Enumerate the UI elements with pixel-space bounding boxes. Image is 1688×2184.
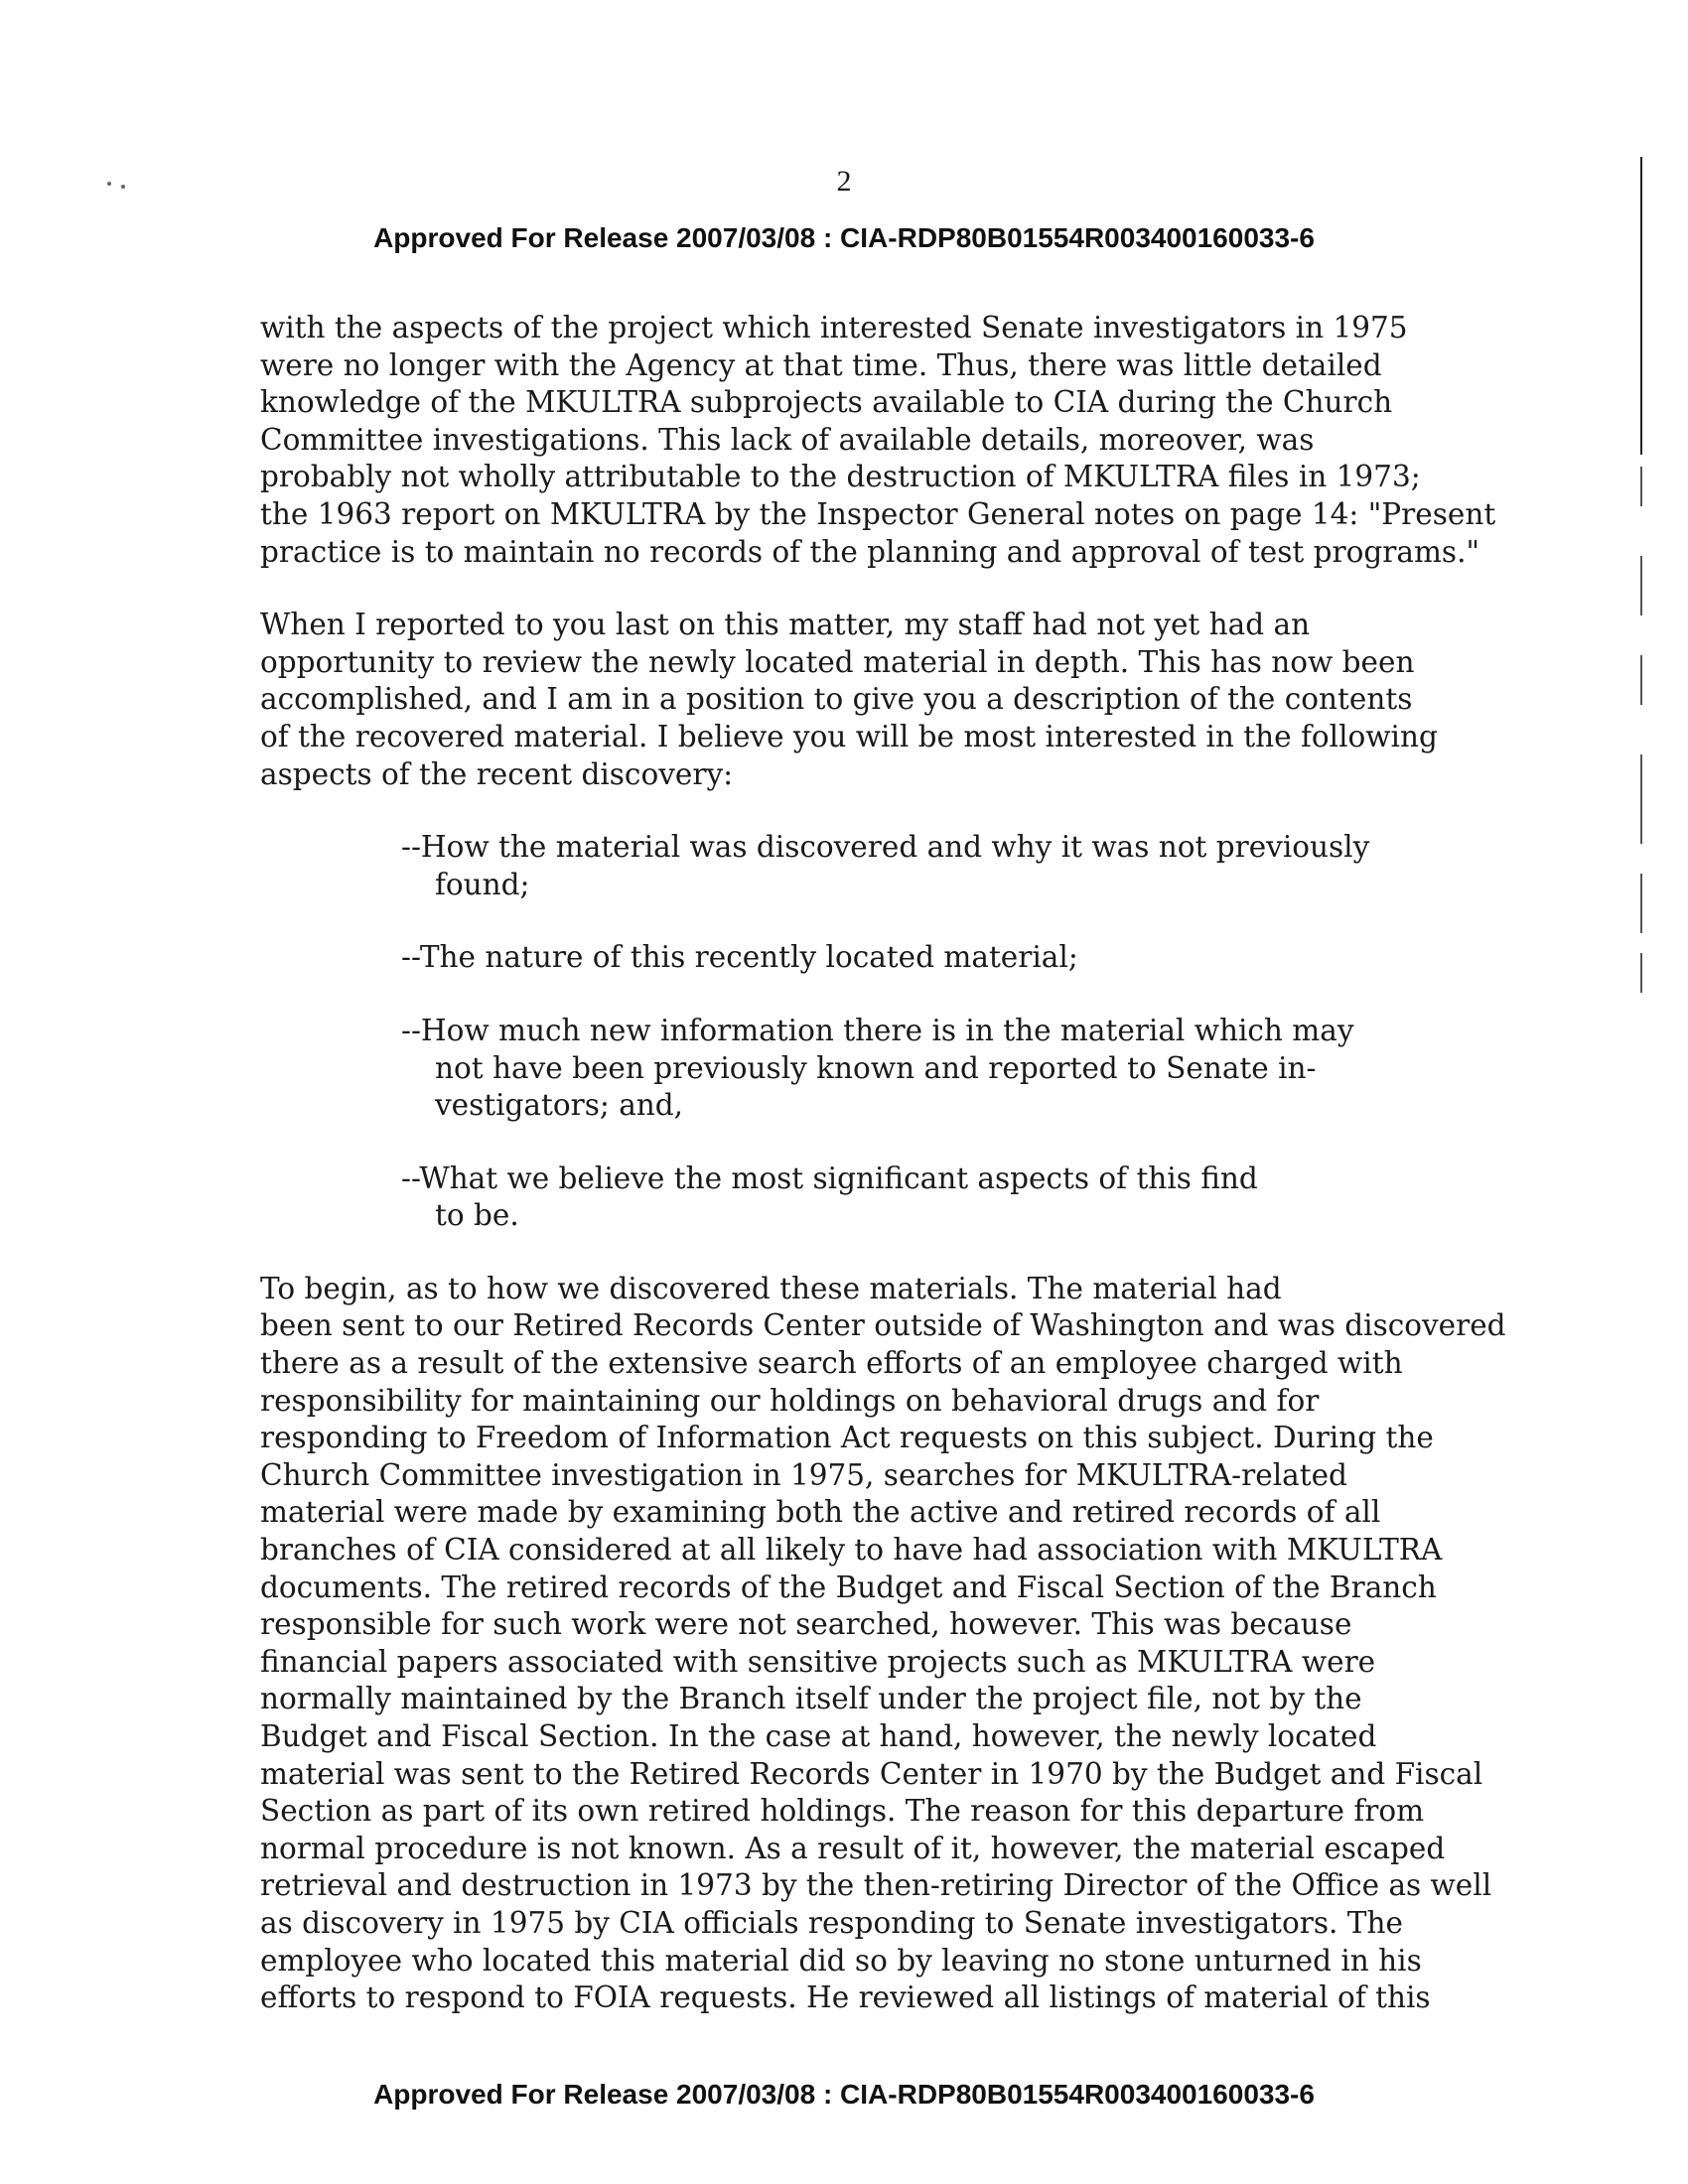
document-body [260, 310, 1581, 2017]
page-number: 2 [836, 165, 852, 198]
margin-mark [1640, 754, 1642, 844]
list-item: --The nature of this recently located material; [401, 940, 1078, 975]
margin-mark [1640, 874, 1642, 933]
list-item: --What we believe the most significant aspects of this find to be. [401, 1160, 1258, 1233]
margin-mark [1640, 556, 1642, 615]
margin-mark [1640, 953, 1642, 993]
list-item: --How much new information there is in the material which may not have been previously known and reported to Senate in- vestigators; and, [401, 1013, 1354, 1123]
list-item: --How the material was discovered and why it was not previously found; [401, 830, 1370, 901]
paragraph-discovery: To begin, as to how we discovered these materials. The material had been sent to our Retired Records Center outside of Washington and was discovered there as a result of the extensive search efforts of an employee charged with responsibility for maintaining our holdings on behavioral drugs and for responding to Freedom of Information Act requests on this subject. During the Church Committee investigation in 1975, searches for MKULTRA-related material were made by examining both the active and retired records of all branches of CIA considered at all likely to have had association with MKULTRA documents. The retired records of the Budget and Fiscal Section of the Branch responsible for such work were not searched, however. This was because financial papers associated with sensitive projects such as MKULTRA were normally maintained by the Branch itself under the project file, not by the Budget and Fiscal Section. In the case at hand, however, the newly located material was sent to the Retired Records Center in 1970 by the Budget and Fiscal Section as part of its own retired holdings. The reason for this departure from normal procedure is not known. As a result of it, however, the material escaped retrieval and destruction in 1973 by the then-retiring Director of the Office as well as discovery in 1975 by CIA officials responding to Senate investigators. The employee who located this material did so by leaving no stone unturned in his efforts to respond to FOIA requests. He reviewed all listings of material of this [260, 1271, 1506, 2015]
paragraph-continued: with the aspects of the project which interested Senate investigators in 1975 were no longer with the Agency at that time. Thus, there was little detailed knowledge of the MKULTRA subprojects available to CIA during the Church Committee investigations. This lack of available details, moreover, was probably not wholly attributable to the destruction of MKULTRA files in 1973; the 1963 report on MKULTRA by the Inspector General notes on page 14: "Present practice is to maintain no records of the planning and approval of test programs." [260, 311, 1496, 569]
margin-mark [1640, 655, 1642, 705]
release-footer: Approved For Release 2007/03/08 : CIA-RDP80B01554R003400160033-6 [373, 2079, 1315, 2110]
release-header: Approved For Release 2007/03/08 : CIA-RDP80B01554R003400160033-6 [373, 222, 1315, 253]
margin-mark [1640, 467, 1642, 506]
margin-rule [1640, 157, 1642, 455]
paragraph-report-intro: When I reported to you last on this matter, my staff had not yet had an opportunity to review the newly located material in depth. This has now been accomplished, and I am in a position to give you a description of the contents of the recovered material. I believe you will be most interested in the following aspects of the recent discovery: [260, 608, 1438, 791]
